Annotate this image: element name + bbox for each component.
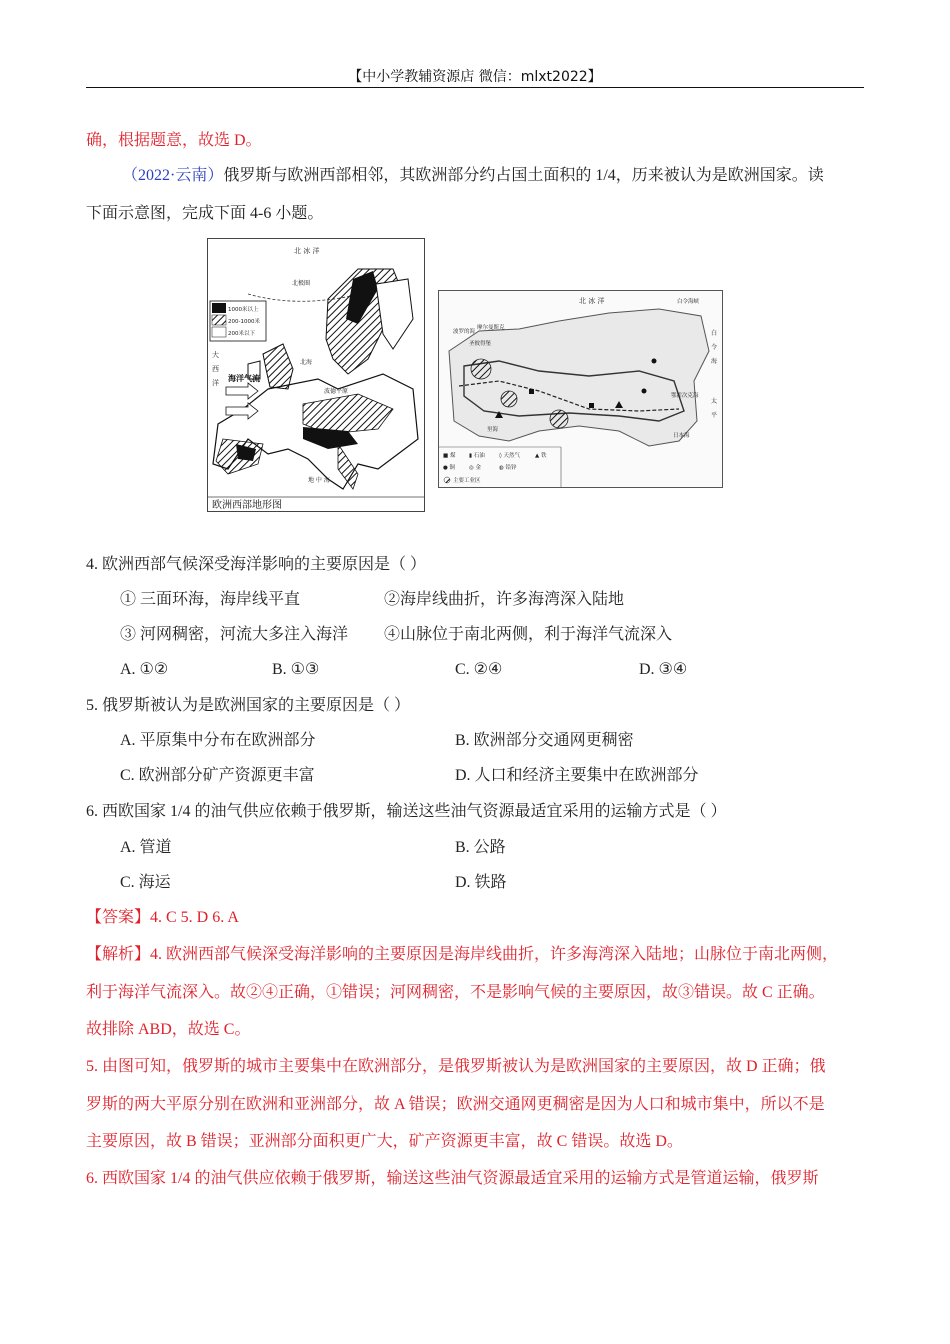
bering-vertical-1: 白 bbox=[711, 330, 718, 337]
q5-option-d: D. 人口和经济主要集中在欧洲部分 bbox=[455, 767, 699, 784]
russia-resources-map bbox=[438, 290, 723, 488]
source-tag: （2022·云南） bbox=[122, 167, 224, 184]
map1-arctic-label: 北 冰 洋 bbox=[294, 247, 320, 255]
legend-copper: ● 铜 bbox=[443, 465, 456, 471]
q6-stem: 6. 西欧国家 1/4 的油气供应依赖于俄罗斯，输送这些油气资源最适宜采用的运输方式是（ ） bbox=[86, 803, 727, 820]
bering-vertical-2: 令 bbox=[711, 344, 718, 351]
header-divider bbox=[86, 87, 864, 88]
analysis-line-3: 故排除 ABD，故选 C。 bbox=[86, 1021, 251, 1038]
legend-gold: ◎ 金 bbox=[469, 465, 482, 471]
q4-option-c: C. ②④ bbox=[455, 661, 503, 678]
answer-line: 【答案】4. C 5. D 6. A bbox=[86, 909, 239, 926]
q4-option-b: B. ①③ bbox=[272, 661, 320, 678]
question-stem-line-2: 下面示意图，完成下面 4-6 小题。 bbox=[86, 205, 324, 222]
okhotsk-label: 鄂霍次克海 bbox=[671, 393, 699, 399]
q5-option-c: C. 欧洲部分矿产资源更丰富 bbox=[120, 767, 315, 784]
q4-statement-4: ④山脉位于南北两侧，利于海洋气流深入 bbox=[384, 626, 673, 643]
legend-high: 1000米以上 bbox=[228, 307, 259, 313]
q6-option-a: A. 管道 bbox=[120, 839, 172, 856]
bering-strait-label: 白令海峡 bbox=[677, 299, 700, 305]
legend-industrial-zone: 主要工业区 bbox=[453, 478, 481, 484]
plain-label: 波德平原 bbox=[324, 388, 349, 395]
north-sea-label: 北海 bbox=[300, 359, 313, 366]
stem-text: 俄罗斯与欧洲西部相邻，其欧洲部分约占国土面积的 1/4，历来被认为是欧洲国家。读 bbox=[223, 167, 824, 184]
atlantic-label-1: 大 bbox=[212, 351, 219, 359]
pacific-label-2: 平 bbox=[711, 412, 718, 419]
western-europe-terrain-map bbox=[207, 238, 425, 512]
pacific-label-1: 太 bbox=[711, 398, 718, 405]
q6-option-d: D. 铁路 bbox=[455, 874, 507, 891]
analysis-line-7: 6. 西欧国家 1/4 的油气供应依赖于俄罗斯，输送这些油气资源最适宜采用的运输方式是管道运输，俄罗斯 bbox=[86, 1170, 819, 1187]
q6-option-b: B. 公路 bbox=[455, 839, 506, 856]
legend-mid: 200-1000米 bbox=[228, 319, 260, 325]
q5-stem: 5. 俄罗斯被认为是欧洲国家的主要原因是（ ） bbox=[86, 697, 411, 714]
q4-option-d: D. ③④ bbox=[639, 661, 688, 678]
atlantic-label-2: 西 bbox=[212, 365, 219, 373]
analysis-line-4: 5. 由图可知，俄罗斯的城市主要集中在欧洲部分，是俄罗斯被认为是欧洲国家的主要原因，故 D 正确；俄 bbox=[86, 1058, 826, 1075]
q5-option-a: A. 平原集中分布在欧洲部分 bbox=[120, 732, 316, 749]
ocean-current-label: 海洋气流 bbox=[228, 374, 260, 383]
q4-statement-1: ① 三面环海，海岸线平直 bbox=[120, 591, 301, 608]
caspian-label: 里海 bbox=[487, 427, 499, 433]
legend-lead-zinc: ◍ 铅锌 bbox=[499, 465, 517, 471]
legend-low: 200米以下 bbox=[228, 331, 255, 337]
bering-vertical-3: 海 bbox=[711, 358, 718, 365]
atlantic-label-3: 洋 bbox=[212, 379, 219, 387]
q4-statement-3: ③ 河网稠密，河流大多注入海洋 bbox=[120, 626, 349, 643]
murmansk-label: 摩尔曼斯克 bbox=[477, 325, 505, 331]
baltic-label: 波罗的海 bbox=[453, 329, 476, 335]
japan-sea-label: 日本海 bbox=[673, 433, 690, 439]
page-header: 【中小学教辅资源店 微信：mlxt2022】 bbox=[348, 69, 602, 85]
q4-statement-2: ②海岸线曲折，许多海湾深入陆地 bbox=[384, 591, 625, 608]
russia-map-svg bbox=[439, 291, 722, 487]
mediterranean-label: 地 中 海 bbox=[308, 477, 330, 484]
map1-caption: 欧洲西部地形图 bbox=[212, 500, 282, 511]
legend-coal: ■ 煤 bbox=[443, 453, 456, 459]
question-stem-line-1 bbox=[122, 166, 824, 186]
previous-answer-tail: 确，根据题意，故选 D。 bbox=[86, 132, 262, 149]
q5-option-b: B. 欧洲部分交通网更稠密 bbox=[455, 732, 634, 749]
map1-arctic-circle-label: 北极圈 bbox=[292, 280, 311, 287]
st-petersburg-label: 圣彼得堡 bbox=[469, 341, 492, 347]
analysis-line-6: 主要原因，故 B 错误；亚洲部分面积更广大，矿产资源更丰富，故 C 错误。故选 D。 bbox=[86, 1133, 683, 1150]
analysis-line-1: 【解析】4. 欧洲西部气候深受海洋影响的主要原因是海岸线曲折，许多海湾深入陆地；山脉位于南北两侧， bbox=[86, 946, 839, 963]
analysis-line-5: 罗斯的两大平原分别在欧洲和亚洲部分，故 A 错误；欧洲交通网更稠密是因为人口和城市集中，所以不是 bbox=[86, 1096, 825, 1113]
legend-gas: ◊ 天然气 bbox=[499, 453, 520, 459]
map2-arctic-label: 北 冰 洋 bbox=[579, 297, 605, 305]
q6-option-c: C. 海运 bbox=[120, 874, 171, 891]
analysis-line-2: 利于海洋气流深入。故②④正确，①错误；河网稠密，不是影响气候的主要原因，故③错误。故 C 正确。 bbox=[86, 984, 825, 1001]
q4-option-a: A. ①② bbox=[120, 661, 169, 678]
legend-iron: ▲ 铁 bbox=[535, 453, 547, 459]
legend-oil: ▮ 石油 bbox=[469, 453, 485, 459]
q4-stem: 4. 欧洲西部气候深受海洋影响的主要原因是（ ） bbox=[86, 556, 427, 573]
western-europe-map-svg bbox=[208, 239, 424, 511]
